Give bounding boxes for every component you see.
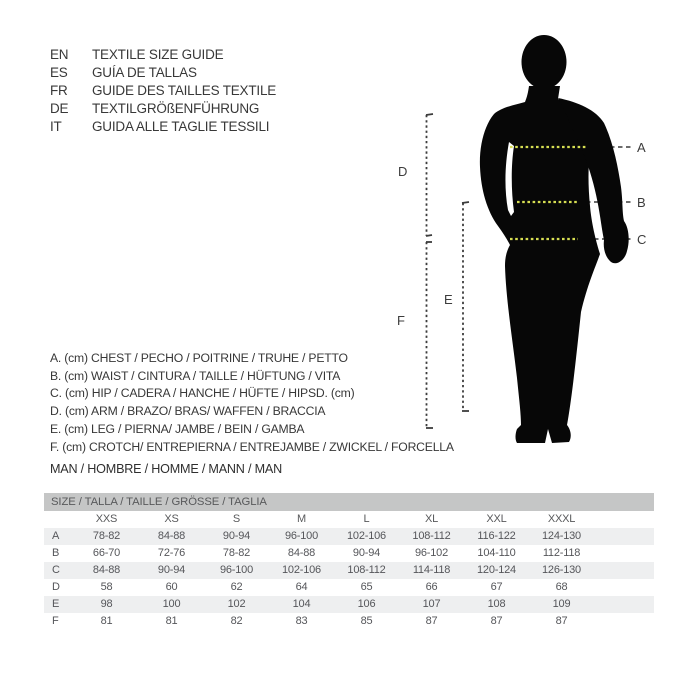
size-value-cell: 107 xyxy=(422,598,441,610)
column-header: XXXL xyxy=(547,513,576,525)
size-value-cell: 67 xyxy=(490,581,503,593)
size-table-row xyxy=(44,596,654,613)
size-value-cell: 81 xyxy=(165,615,178,627)
row-label: C xyxy=(52,564,60,576)
size-value-cell: 112-118 xyxy=(542,547,581,559)
size-value-cell: 60 xyxy=(165,581,178,593)
size-value-cell: 90-94 xyxy=(352,547,381,559)
size-value-cell: 126-130 xyxy=(542,564,581,576)
gender-line: MAN / HOMBRE / HOMME / MANN / MAN xyxy=(50,462,282,476)
size-table-header-row xyxy=(44,511,654,528)
size-value-cell: 87 xyxy=(490,615,503,627)
column-header: M xyxy=(297,513,306,525)
size-value-cell: 81 xyxy=(100,615,113,627)
label-chest-a: A xyxy=(637,140,646,155)
label-leg-e: E xyxy=(444,292,453,307)
size-value-cell: 90-94 xyxy=(222,530,251,542)
size-table-body xyxy=(44,528,654,630)
measurement-legend xyxy=(50,350,454,456)
size-value-cell: 66-70 xyxy=(92,547,121,559)
legend-row: E. (cm) LEG / PIERNA/ JAMBE / BEIN / GAMBA xyxy=(50,421,305,436)
size-value-cell: 83 xyxy=(295,615,308,627)
size-value-cell: 96-100 xyxy=(284,530,319,542)
language-code: DE xyxy=(50,101,69,116)
language-row xyxy=(50,118,276,136)
size-value-cell: 102-106 xyxy=(347,530,386,542)
language-title-list xyxy=(50,46,276,136)
size-value-cell: 87 xyxy=(555,615,568,627)
size-value-cell: 109 xyxy=(552,598,571,610)
column-header: L xyxy=(363,513,370,525)
size-value-cell: 96-100 xyxy=(219,564,254,576)
size-value-cell: 108-112 xyxy=(412,530,451,542)
silhouette-shape xyxy=(480,35,629,443)
size-value-cell: 104-110 xyxy=(477,547,516,559)
label-waist-b: B xyxy=(637,195,646,210)
size-value-cell: 124-130 xyxy=(542,530,581,542)
size-value-cell: 58 xyxy=(100,581,113,593)
size-value-cell: 108 xyxy=(487,598,506,610)
language-row xyxy=(50,100,276,118)
size-table-row xyxy=(44,545,654,562)
size-value-cell: 104 xyxy=(292,598,311,610)
row-label: E xyxy=(52,598,60,610)
tick xyxy=(462,202,469,203)
size-table-row xyxy=(44,613,654,630)
size-value-cell: 72-76 xyxy=(157,547,186,559)
size-value-cell: 120-124 xyxy=(477,564,516,576)
row-label: B xyxy=(52,547,60,559)
column-header: XL xyxy=(424,513,439,525)
size-value-cell: 116-122 xyxy=(477,530,516,542)
size-value-cell: 65 xyxy=(360,581,373,593)
size-value-cell: 78-82 xyxy=(222,547,251,559)
silhouette-head xyxy=(522,35,567,89)
size-value-cell: 102 xyxy=(227,598,246,610)
label-crotch-f: F xyxy=(397,313,405,328)
tick xyxy=(426,114,433,115)
language-row xyxy=(50,46,276,64)
size-value-cell: 98 xyxy=(100,598,113,610)
language-code: ES xyxy=(50,65,68,80)
size-value-cell: 102-106 xyxy=(282,564,321,576)
language-code: FR xyxy=(50,83,68,98)
size-value-cell: 84-88 xyxy=(92,564,121,576)
size-value-cell: 64 xyxy=(295,581,308,593)
language-guide-title: GUIDA ALLE TAGLIE TESSILI xyxy=(92,119,270,134)
legend-row: B. (cm) WAIST / CINTURA / TAILLE / HÜFTUNG / VITA xyxy=(50,368,341,383)
size-value-cell: 106 xyxy=(357,598,376,610)
language-guide-title: TEXTILGRÖßENFÜHRUNG xyxy=(92,101,260,116)
size-table-titlebar: SIZE / TALLA / TAILLE / GRÖSSE / TAGLIA xyxy=(44,493,654,511)
label-arm-d: D xyxy=(398,164,408,179)
size-value-cell: 90-94 xyxy=(157,564,186,576)
size-value-cell: 84-88 xyxy=(157,530,186,542)
column-header: XXS xyxy=(95,513,118,525)
size-value-cell: 82 xyxy=(230,615,243,627)
size-value-cell: 96-102 xyxy=(414,547,449,559)
row-label: F xyxy=(52,615,59,627)
size-table-row xyxy=(44,562,654,579)
language-code: EN xyxy=(50,47,69,62)
column-header: S xyxy=(232,513,241,525)
legend-row: D. (cm) ARM / BRAZO/ BRAS/ WAFFEN / BRACCIA xyxy=(50,404,326,419)
size-value-cell: 100 xyxy=(162,598,181,610)
size-value-cell: 85 xyxy=(360,615,373,627)
size-table-row xyxy=(44,528,654,545)
row-label: D xyxy=(52,581,60,593)
size-value-cell: 114-118 xyxy=(412,564,451,576)
language-guide-title: GUÍA DE TALLAS xyxy=(92,65,197,80)
language-guide-title: TEXTILE SIZE GUIDE xyxy=(92,47,224,62)
size-table-row xyxy=(44,579,654,596)
language-row xyxy=(50,82,276,100)
column-header: XS xyxy=(164,513,179,525)
size-value-cell: 66 xyxy=(425,581,438,593)
legend-row: A. (cm) CHEST / PECHO / POITRINE / TRUHE / PETTO xyxy=(50,351,348,365)
language-guide-title: GUIDE DES TAILLES TEXTILE xyxy=(92,83,277,98)
legend-row: C. (cm) HIP / CADERA / HANCHE / HÜFTE / HIPSD. (cm) xyxy=(50,386,355,401)
row-label: A xyxy=(52,530,60,542)
size-value-cell: 62 xyxy=(230,581,243,593)
size-value-cell: 84-88 xyxy=(287,547,316,559)
label-hip-c: C xyxy=(637,232,647,247)
size-table xyxy=(44,493,654,630)
tick xyxy=(426,235,432,236)
size-value-cell: 68 xyxy=(555,581,568,593)
column-header: XXL xyxy=(486,513,507,525)
language-code: IT xyxy=(50,119,62,134)
size-value-cell: 87 xyxy=(425,615,438,627)
language-row xyxy=(50,64,276,82)
size-value-cell: 78-82 xyxy=(92,530,121,542)
legend-row: F. (cm) CROTCH/ ENTREPIERNA / ENTREJAMBE / ZWICKEL / FORCELLA xyxy=(50,439,454,454)
size-value-cell: 108-112 xyxy=(347,564,386,576)
